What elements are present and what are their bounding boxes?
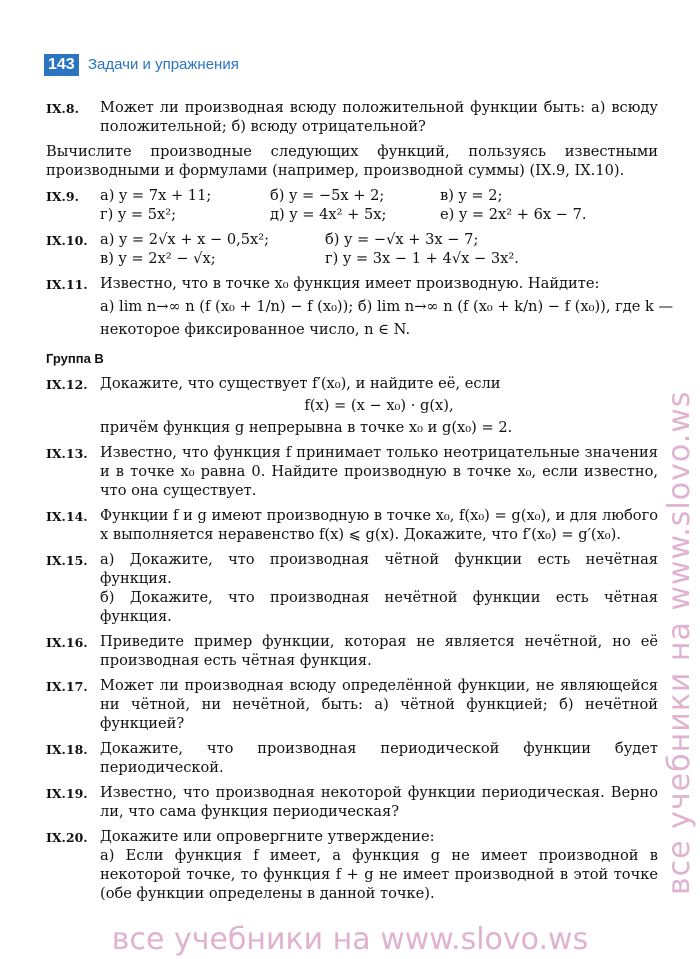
problem-number: IX.14. bbox=[46, 509, 88, 524]
problem-ix12 bbox=[46, 374, 658, 437]
problem-ix18 bbox=[46, 739, 658, 777]
limit-formulas: а) lim n→∞ n (f (x₀ + 1/n) − f (x₀)); б) lim n→∞ n (f (x₀ + k/n) − f (x₀)), где k — bbox=[100, 298, 674, 315]
problem-number: IX.8. bbox=[46, 101, 79, 116]
problem-number: IX.13. bbox=[46, 446, 88, 461]
problem-text-a: а) Если функция f имеет, а функция g не имеет производной в некоторой точке, то функция f + g не имеет производной в этой точке (обе функции определены в данной точке). bbox=[100, 847, 658, 902]
problem-number: IX.19. bbox=[46, 786, 88, 801]
problem-ix10 bbox=[46, 230, 658, 268]
problem-ix8 bbox=[46, 98, 658, 136]
problem-text: Известно, что функция f принимает только неотрицательные значения и в точке x₀ равна 0. Найдите производную в точке x₀, если известно, что она существует. bbox=[100, 444, 658, 499]
problem-text-a: а) Докажите, что производная чётной функции есть нечётная функция. bbox=[100, 551, 658, 587]
problem-number: IX.18. bbox=[46, 742, 88, 757]
problem-ix15 bbox=[46, 550, 658, 626]
item-v: в) y = 2; bbox=[440, 187, 503, 204]
problem-text: Известно, что производная некоторой функции периодическая. Верно ли, что сама функция периодическая? bbox=[100, 784, 658, 820]
item-b: б) y = −5x + 2; bbox=[270, 187, 385, 204]
item-a: а) y = 2√x + x − 0,5x²; bbox=[100, 231, 270, 248]
problem-number: IX.20. bbox=[46, 830, 88, 845]
problem-text: Известно, что в точке x₀ функция имеет производную. Найдите: bbox=[100, 275, 600, 292]
problem-ix14 bbox=[46, 506, 658, 544]
page-number: 143 bbox=[44, 54, 79, 76]
item-e: е) y = 2x² + 6x − 7. bbox=[440, 206, 587, 223]
problem-tail: некоторое фиксированное число, n ∈ N. bbox=[100, 321, 411, 338]
section-title: Задачи и упражнения bbox=[88, 56, 239, 73]
problem-text: Может ли производная всюду определённой функции, не являющейся ни чётной, ни нечётной, быть: а) чётной функцией; б) нечётной функцией? bbox=[100, 677, 658, 732]
problem-number: IX.11. bbox=[46, 277, 88, 292]
problem-tail: причём функция g непрерывна в точке x₀ и g(x₀) = 2. bbox=[100, 419, 513, 436]
problem-number: IX.15. bbox=[46, 553, 88, 568]
problem-number: IX.12. bbox=[46, 377, 88, 392]
item-b: б) y = −√x + 3x − 7; bbox=[325, 231, 479, 248]
problem-number: IX.16. bbox=[46, 635, 88, 650]
problem-ix16 bbox=[46, 632, 658, 670]
problem-number: IX.17. bbox=[46, 679, 88, 694]
group-heading: Группа В bbox=[46, 351, 104, 366]
problem-ix19 bbox=[46, 783, 658, 821]
problem-items bbox=[100, 230, 658, 268]
item-g: г) y = 3x − 1 + 4√x − 3x². bbox=[325, 250, 519, 267]
problem-text: Докажите, что производная периодической функции будет периодической. bbox=[100, 740, 658, 776]
problem-ix20 bbox=[46, 827, 658, 903]
problem-text: Может ли производная всюду положительной функции быть: а) всюду положительной; б) всюду отрицательной? bbox=[100, 99, 658, 135]
item-v: в) y = 2x² − √x; bbox=[100, 250, 216, 267]
problem-ix13 bbox=[46, 443, 658, 500]
formula: f(x) = (x − x₀) · g(x), bbox=[304, 397, 454, 414]
instruction-paragraph: Вычислите производные следующих функций, пользуясь известными производными и формулами (например, производной суммы) (IX.9, IX.10). bbox=[46, 143, 658, 179]
problem-ix11 bbox=[46, 274, 674, 339]
problem-text: Докажите или опровергните утверждение: bbox=[100, 828, 435, 845]
problem-ix9 bbox=[46, 186, 658, 224]
problem-items bbox=[100, 186, 658, 224]
problem-text-b: б) Докажите, что производная нечётной функции есть чётная функция. bbox=[100, 589, 658, 625]
side-watermark: все учебники на www.slovo.ws bbox=[662, 390, 697, 895]
page-content bbox=[46, 98, 674, 909]
problem-text: Функции f и g имеют производную в точке x₀, f(x₀) = g(x₀), и для любого x выполняется неравенство f(x) ⩽ g(x). Докажите, что f′(x₀) = g′(x₀). bbox=[100, 507, 658, 543]
problem-number: IX.9. bbox=[46, 189, 79, 204]
bottom-watermark: все учебники на www.slovo.ws bbox=[111, 922, 589, 957]
item-g: г) y = 5x²; bbox=[100, 206, 177, 223]
item-a: а) y = 7x + 11; bbox=[100, 187, 212, 204]
problem-text: Приведите пример функции, которая не является нечётной, но её производная есть чётная функция. bbox=[100, 633, 658, 669]
problem-text: Докажите, что существует f′(x₀), и найдите её, если bbox=[100, 375, 501, 392]
item-d: д) y = 4x² + 5x; bbox=[270, 206, 387, 223]
problem-ix17 bbox=[46, 676, 658, 733]
problem-number: IX.10. bbox=[46, 233, 88, 248]
